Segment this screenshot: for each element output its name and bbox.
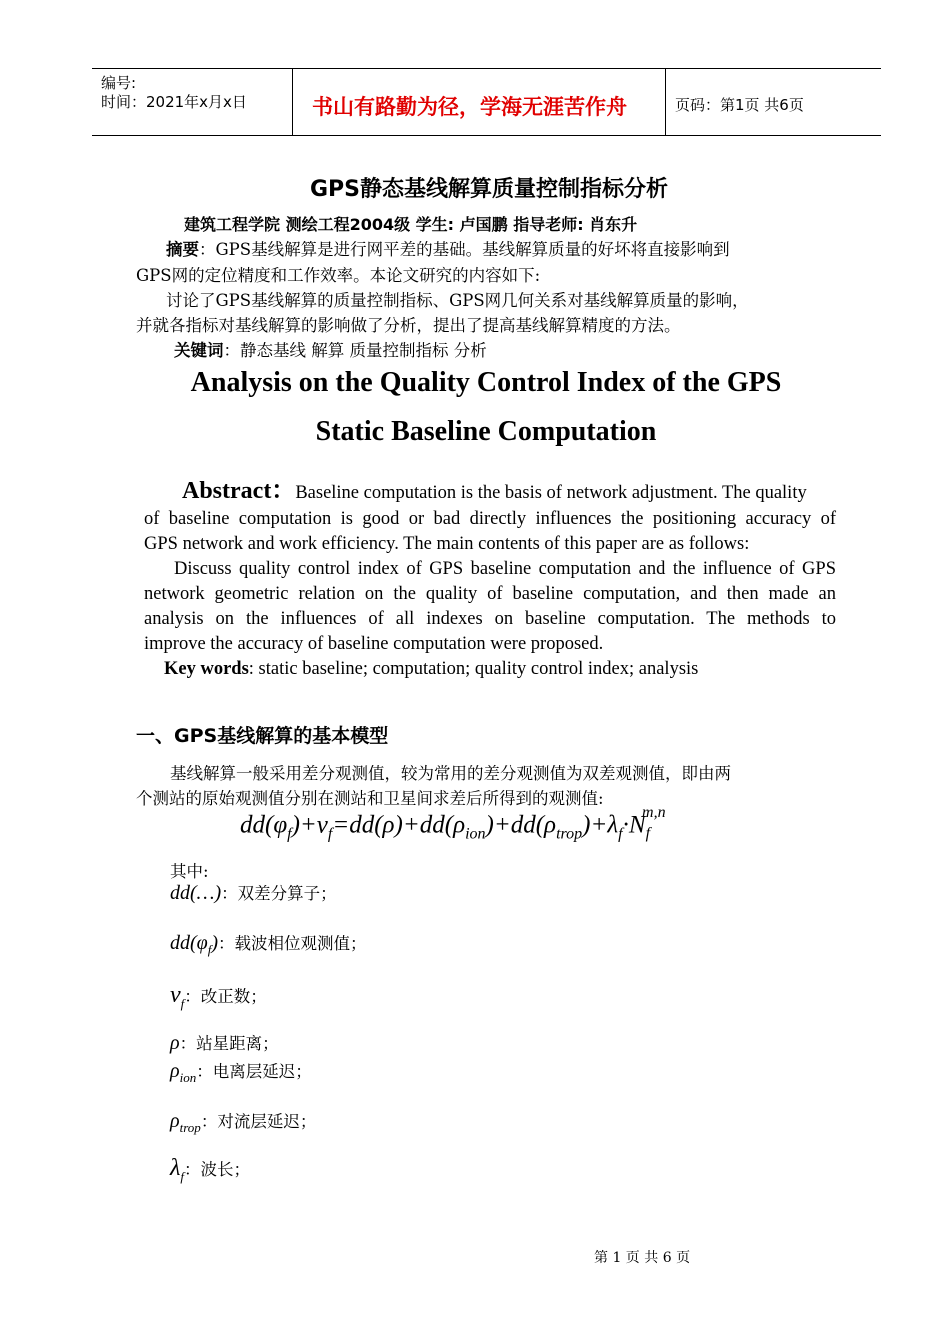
header-page-label: 页码：第1页 共6页 [675, 96, 804, 114]
header-motto: 书山有路勤为径，学海无涯苦作舟 [312, 95, 627, 119]
definition-troposphere: $\rho_{trop}$：对流层延迟； [170, 1110, 317, 1135]
page-title-en-line1: Analysis on the Quality Control Index of the GPS [190, 367, 782, 398]
header-time-label: 时间：2021年x月x日 [101, 93, 247, 111]
definition-range: ρ：站星距离； [170, 1032, 279, 1054]
dd-operator-symbol: dd(…) [170, 882, 222, 904]
header-number-label: 编号: [101, 74, 137, 92]
header-divider-2 [665, 68, 666, 136]
header-top-rule [92, 68, 881, 69]
abstract-en-line6: analysis on the influences of all indexes on baseline computation. The methods to [144, 609, 836, 629]
abstract-en-line3: GPS network and work efficiency. The main contents of this paper are as follows: [144, 534, 750, 554]
keywords-cn: 关键词：静态基线 解算 质量控制指标 分析 [174, 341, 487, 360]
abstract-en-line5: network geometric relation on the quality of baseline computation, and then made an [144, 584, 836, 604]
definition-carrier-phase: $dd(\varphi_f)$：载波相位观测值； [170, 932, 367, 957]
section1-para-line2: 个测站的原始观测值分别在测站和卫星间求差后所得到的观测值: [136, 789, 604, 808]
abstract-cn-line2: GPS网的定位精度和工作效率。本论文研究的内容如下: [136, 266, 541, 285]
range-symbol: ρ [170, 1032, 180, 1054]
definition-dd-operator: dd(…)：双差分算子； [170, 882, 337, 904]
section1-para-line1: 基线解算一般采用差分观测值，较为常用的差分观测值为双差观测值，即由两 [170, 764, 731, 783]
abstract-cn-line4: 并就各指标对基线解算的影响做了分析，提出了提高基线解算精度的方法。 [136, 316, 681, 335]
abstract-en-line2: of baseline computation is good or bad directly influences the positioning accuracy of [144, 509, 836, 529]
keywords-en-label: Key words [164, 659, 249, 679]
abstract-cn-label: 摘要 [166, 240, 199, 259]
keywords-cn-label: 关键词 [174, 341, 224, 360]
page-title-cn: GPS静态基线解算质量控制指标分析 [309, 177, 669, 202]
abstract-en-line7: improve the accuracy of baseline computation were proposed. [144, 634, 604, 654]
correction-symbol: $v_f$ [170, 982, 185, 1011]
keywords-en: Key words: static baseline; computation; quality control index; analysis [164, 659, 699, 679]
abstract-cn-line1: 摘要：GPS基线解算是进行网平差的基础。基线解算质量的好坏将直接影响到 [166, 240, 730, 259]
page-footer: 第 1 页 共 6 页 [594, 1250, 691, 1266]
header-bottom-rule [92, 135, 881, 136]
section-heading-1: 一、GPS基线解算的基本模型 [136, 725, 389, 747]
carrier-phase-symbol: $dd(\varphi_f)$ [170, 932, 219, 957]
ionosphere-symbol: $\rho_{ion}$ [170, 1060, 197, 1085]
troposphere-symbol: $\rho_{trop}$ [170, 1110, 201, 1135]
abstract-cn-line3: 讨论了GPS基线解算的质量控制指标、GPS网几何关系对基线解算质量的影响， [166, 291, 749, 310]
definition-correction: $v_f$：改正数； [170, 982, 267, 1011]
where-label: 其中: [170, 862, 209, 881]
header-divider-1 [292, 68, 293, 136]
definition-ionosphere: $\rho_{ion}$：电离层延迟； [170, 1060, 312, 1085]
abstract-en-label: Abstract： [182, 478, 296, 504]
definition-wavelength: $\lambda_f$：波长； [170, 1155, 251, 1184]
author-line: 建筑工程学院 测绘工程2004级 学生: 卢国鹏 指导老师: 肖东升 [184, 215, 638, 234]
page-title-en-line2: Static Baseline Computation [315, 416, 657, 447]
abstract-en-line4: Discuss quality control index of GPS baseline computation and the influence of GPS [174, 559, 836, 579]
abstract-en-line1: Abstract：Baseline computation is the basis of network adjustment. The quality [182, 478, 807, 504]
wavelength-symbol: $\lambda_f$ [170, 1155, 185, 1184]
double-difference-equation: $dd(\varphi_f)+v_f=dd(\rho)+dd(\rho_{ion})+dd(\rho_{trop})+\lambda_f\cdot N_f^{m,n}$ [240, 804, 666, 843]
